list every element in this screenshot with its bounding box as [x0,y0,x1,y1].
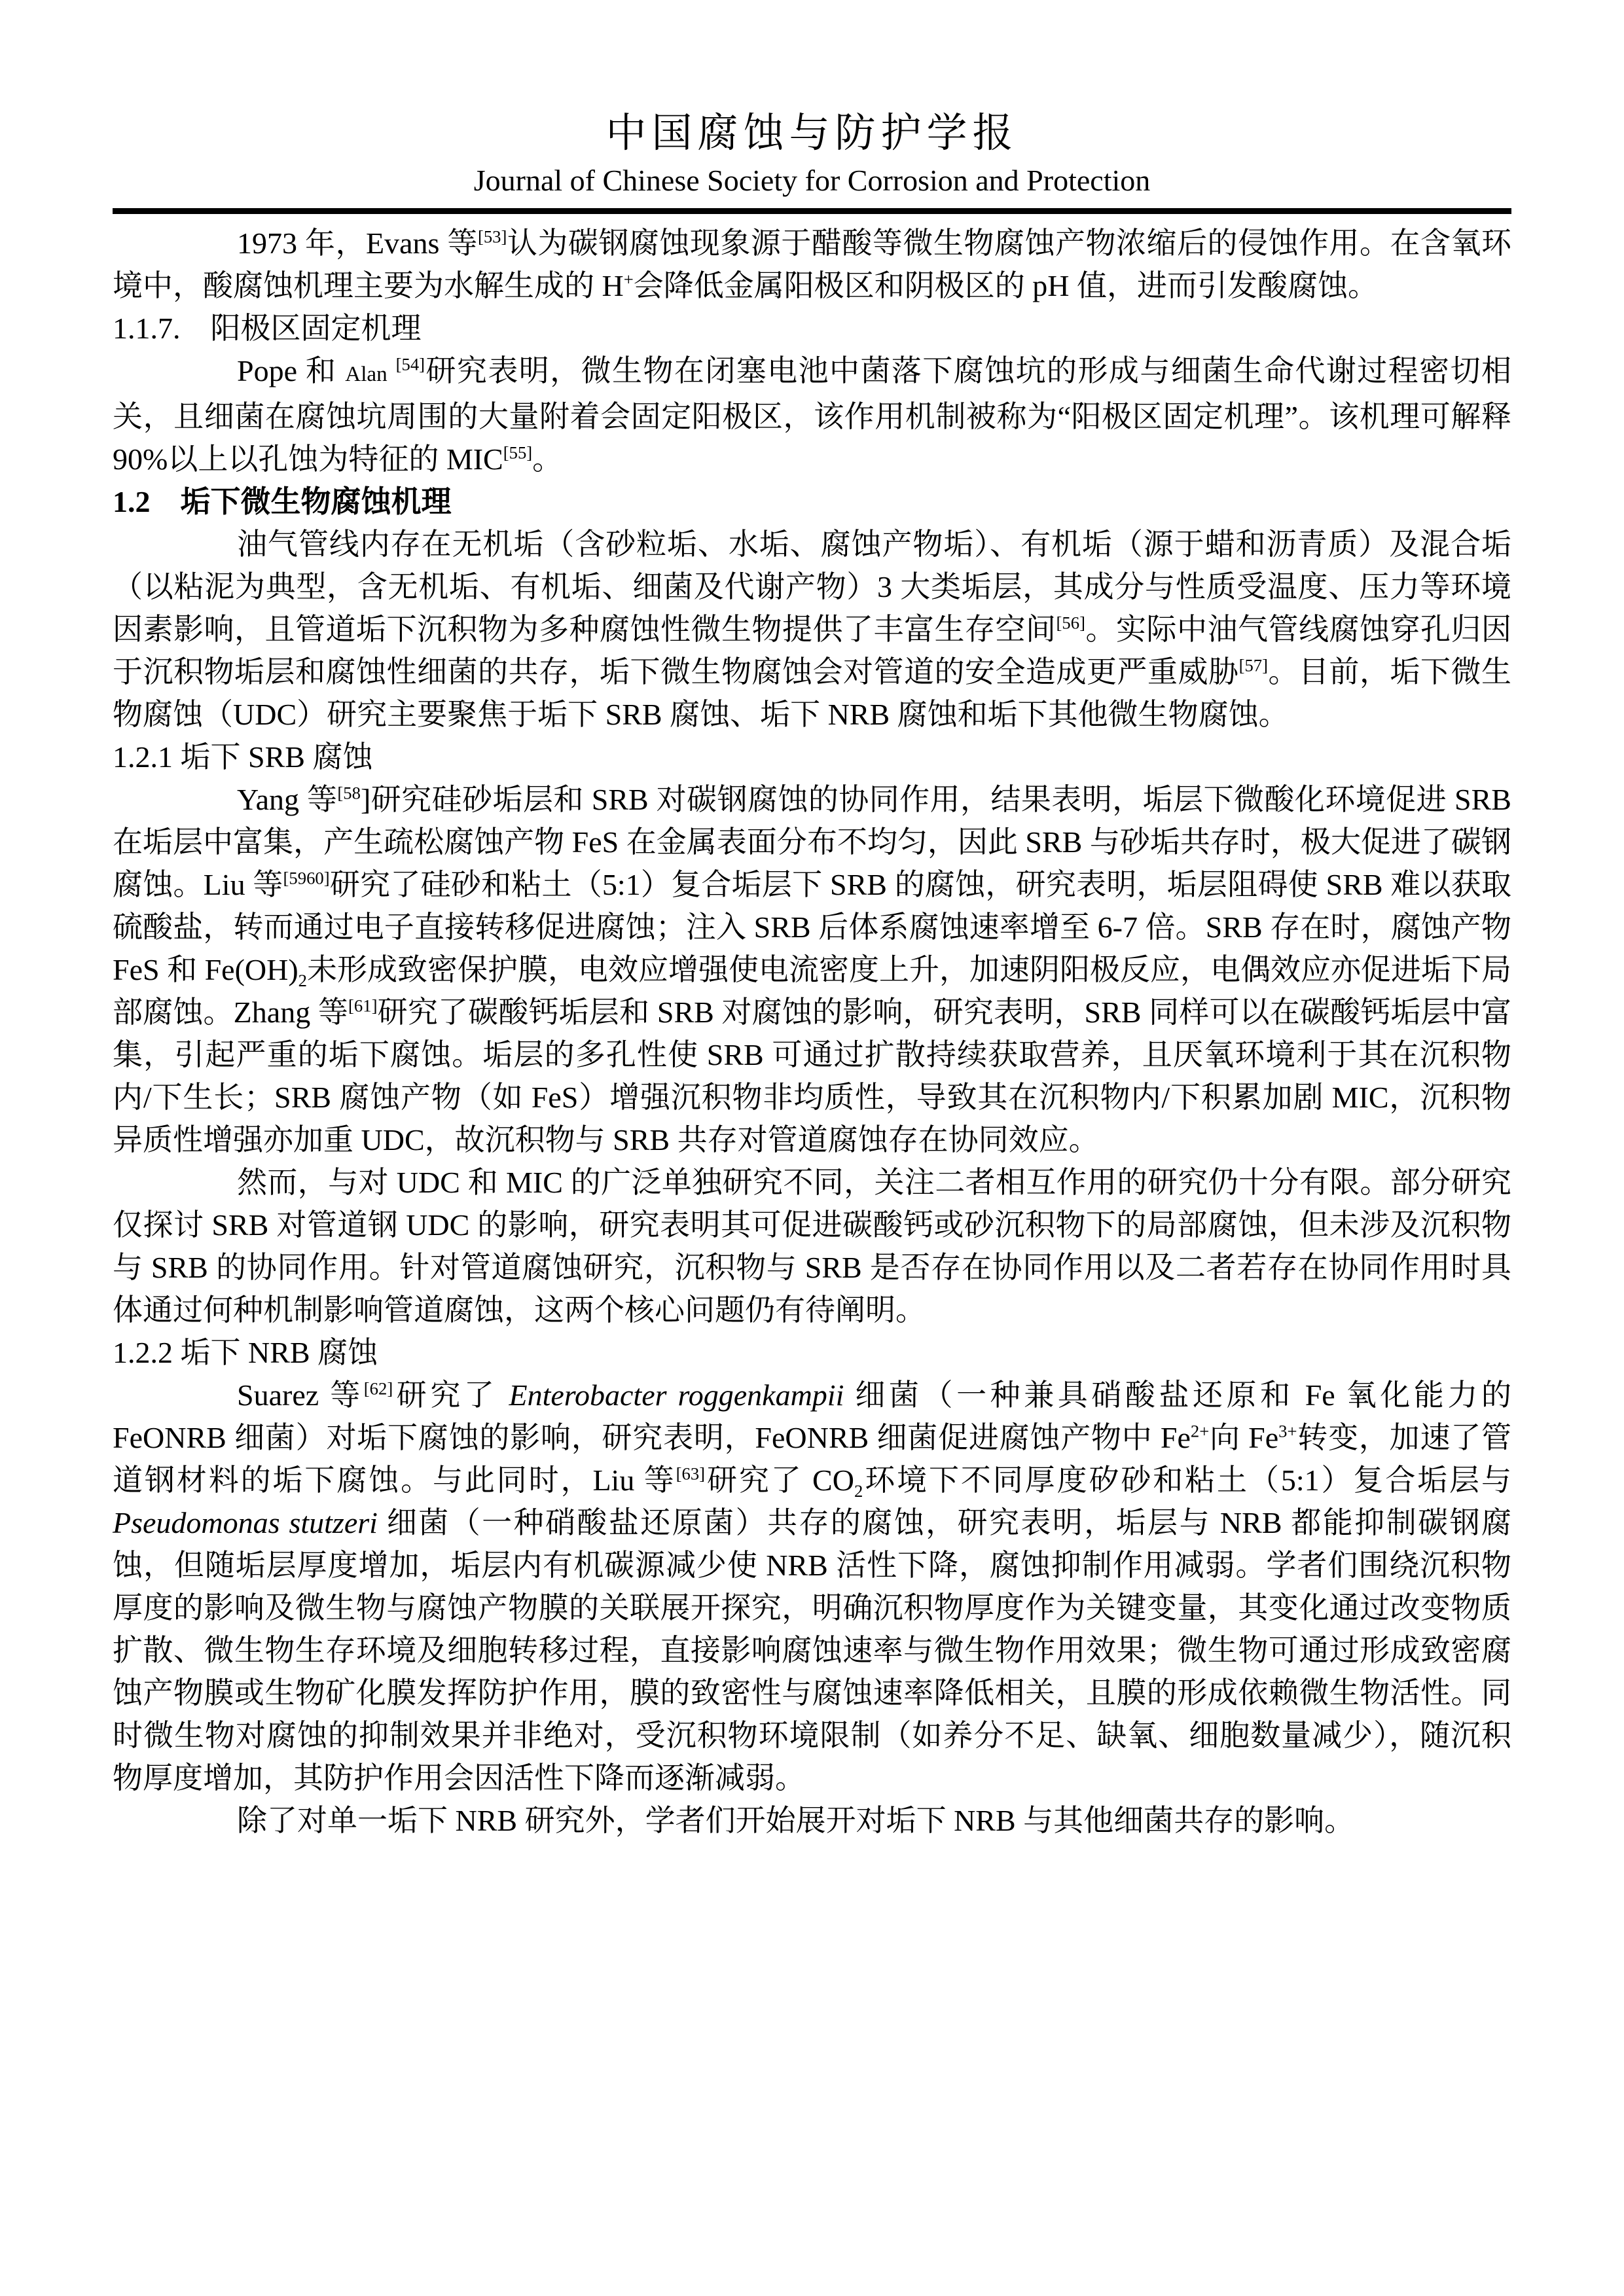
text-run: 1.2 垢下微生物腐蚀机理 [113,485,452,518]
small-text: Alan [345,362,388,386]
text-run: 研究了硅砂和粘土（5:1）复合垢层下 SRB 的腐蚀，研究表明，垢层阻碍使 SRB 难以获取硫酸盐，转而通过电子直接转移促进腐蚀；注入 SRB 后体系腐蚀速率增至 6-7 倍。SRB 存在时，腐蚀产物 FeS 和 Fe(OH) [113,868,1511,986]
text-run: Yang 等 [237,783,338,816]
superscript-citation: 2+ [1190,1421,1210,1441]
paragraph [113,1374,1511,1799]
text-run: 细菌（一种兼具硝酸盐还原和 Fe 氧化能力的 FeONRB 细菌）对垢下腐蚀的影响，研究表明，FeONRB 细菌促进腐蚀产物中 Fe [113,1378,1512,1454]
text-run: Suarez 等 [237,1378,364,1412]
section-heading [113,736,1511,778]
superscript-citation: 3+ [1278,1421,1297,1441]
superscript-citation: [55] [503,442,533,463]
text-run: 。 [532,442,563,476]
text-run: 转变，加速了管道钢材料的垢下腐蚀。与此同时，Liu 等 [113,1421,1512,1497]
species-name-italic: Enterobacter roggenkampii [509,1378,844,1412]
text-run: 未形成致密保护膜，电效应增强使电流密度上升，加速阴阳极反应，电偶效应亦促进垢下局部腐蚀。Zhang 等 [113,953,1512,1029]
journal-title-chinese: 中国腐蚀与防护学报 [605,111,1019,156]
superscript-citation: [54] [395,354,425,374]
text-run: 研究了 CO [705,1463,854,1497]
superscript-citation: [63] [676,1463,706,1484]
superscript-citation: [56] [1056,613,1085,633]
text-run: 认为碳钢腐蚀现象源于醋酸等微生物腐蚀产物浓缩后的侵蚀作用。在含氧环境中，酸腐蚀机理主要为水解生成的 H [113,226,1511,302]
paragraph [113,1799,1511,1842]
text-run: 研究表明，微生物在闭塞电池中菌落下腐蚀坑的形成与细菌生命代谢过程密切相关，且细菌在腐蚀坑周围的大量附着会固定阳极区，该作用机制被称为“阳极区固定机理”。该机理可解释 90%以上以孔蚀为特征的 MIC [113,354,1512,476]
text-run: 。实际中油气管线腐蚀穿孔归因于沉积物垢层和腐蚀性细菌的共存，垢下微生物腐蚀会对管道的安全造成更严重威胁 [113,613,1512,689]
subscript: 2 [298,971,308,991]
section-heading [113,307,1511,350]
superscript-citation: [58 [337,783,361,803]
superscript-citation: [57] [1238,655,1268,675]
text-run: 油气管线内存在无机垢（含砂粒垢、水垢、腐蚀产物垢）、有机垢（源于蜡和沥青质）及混合垢（以粘泥为典型，含无机垢、有机垢、细菌及代谢产物）3 大类垢层，其成分与性质受温度、压力等环境因素影响，且管道垢下沉积物为多种腐蚀性微生物提供了丰富生存空间 [113,528,1511,646]
text-run: 细菌（一种硝酸盐还原菌）共存的腐蚀，研究表明，垢层与 NRB 都能抑制碳钢腐蚀，但随垢层厚度增加，垢层内有机碳源减少使 NRB 活性下降，腐蚀抑制作用减弱。学者们围绕沉积物厚度的影响及微生物与腐蚀产物膜的关联展开探究，明确沉积物厚度作为关键变量，其变化通过改变物质扩散、微生物生存环境及细胞转移过程，直接影响腐蚀速率与微生物作用效果；微生物可通过形成致密腐蚀产物膜或生物矿化膜发挥防护作用，膜的致密性与腐蚀速率降低相关，且膜的形成依赖微生物活性。同时微生物对腐蚀的抑制效果并非绝对，受沉积物环境限制（如养分不足、缺氧、细胞数量减少），随沉积物厚度增加，其防护作用会因活性下降而逐渐减弱。 [113,1506,1511,1795]
superscript-citation: + [623,269,634,289]
paragraph [113,778,1511,1161]
section-heading [113,1331,1511,1374]
text-run: Pope 和 [237,354,346,387]
paragraph [113,350,1511,480]
text-run: 除了对单一垢下 NRB 研究外，学者们开始展开对垢下 NRB 与其他细菌共存的影响。 [237,1804,1355,1837]
document-body [113,222,1511,1842]
text-run: 1.2.1 垢下 SRB 腐蚀 [113,740,373,774]
superscript-citation: [5960] [283,868,330,888]
subscript: 2 [854,1481,863,1501]
text-run: 会降低金属阳极区和阴极区的 pH 值，进而引发酸腐蚀。 [633,269,1379,302]
text-run: ]研究硅砂垢层和 SRB 对碳钢腐蚀的协同作用，结果表明，垢层下微酸化环境促进 SRB 在垢层中富集，产生疏松腐蚀产物 FeS 在金属表面分布不均匀，因此 SRB 与砂垢共存时，极大促进了碳钢腐蚀。Liu 等 [113,783,1511,901]
superscript-citation: [62] [363,1378,393,1399]
text-run: 1973 年，Evans 等 [237,226,478,260]
journal-title-english: Journal of Chinese Society for Corrosion and Protection [473,164,1151,197]
text-run: 然而，与对 UDC 和 MIC 的广泛单独研究不同，关注二者相互作用的研究仍十分有限。部分研究仅探讨 SRB 对管道钢 UDC 的影响，研究表明其可促进碳酸钙或砂沉积物下的局部腐蚀，但未涉及沉积物与 SRB 的协同作用。针对管道腐蚀研究，沉积物与 SRB 是否存在协同作用以及二者若存在协同作用时具体通过何种机制影响管道腐蚀，这两个核心问题仍有待阐明。 [113,1166,1511,1327]
paragraph [113,523,1511,736]
journal-header [113,110,1511,214]
header-rule [113,208,1511,214]
superscript-citation: [61] [348,996,378,1016]
text-run: 向 Fe [1209,1421,1279,1454]
text-run: 环境下不同厚度矽砂和粘土（5:1）复合垢层与 [863,1463,1512,1497]
text-run: 1.1.7. 阳极区固定机理 [113,312,422,345]
text-run: 研究了碳酸钙垢层和 SRB 对腐蚀的影响，研究表明，SRB 同样可以在碳酸钙垢层中富集，引起严重的垢下腐蚀。垢层的多孔性使 SRB 可通过扩散持续获取营养，且厌氧环境利于其在沉积物内/下生长；SRB 腐蚀产物（如 FeS）增强沉积物非均质性，导致其在沉积物内/下积累加剧 MIC，沉积物异质性增强亦加重 UDC，故沉积物与 SRB 共存对管道腐蚀存在协同效应。 [113,996,1511,1157]
text-run: 。目前，垢下微生物腐蚀（UDC）研究主要聚焦于垢下 SRB 腐蚀、垢下 NRB 腐蚀和垢下其他微生物腐蚀。 [113,655,1512,731]
section-heading [113,480,1511,523]
superscript-citation: [53] [477,226,507,247]
paragraph [113,1161,1511,1331]
species-name-italic: Pseudomonas stutzeri [113,1506,378,1539]
paragraph [113,222,1511,307]
text-run: 1.2.2 垢下 NRB 腐蚀 [113,1336,378,1369]
text-run [388,354,396,387]
text-run: 研究了 [393,1378,509,1412]
